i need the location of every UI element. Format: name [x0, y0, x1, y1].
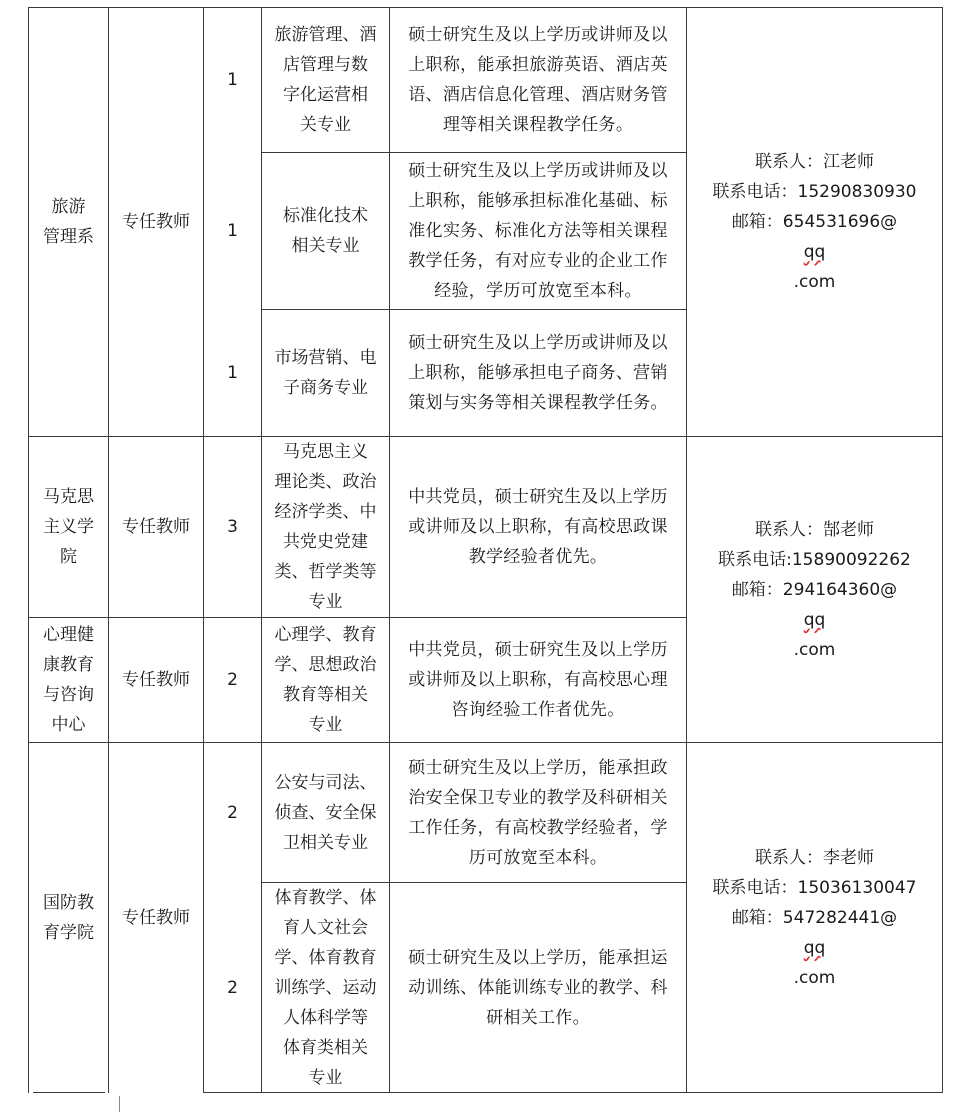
major-cell: 马克思主义 理论类、政治 经济学类、中 共党史党建 类、哲学类等 专业 — [274, 442, 377, 612]
requirement-cell: 硕士研究生及以上学历或讲师及以 上职称，能够承担电子商务、营销 策划与实务等相关课程教学任务。 — [408, 333, 668, 413]
contact-phone: 联系电话：15036130047 — [712, 877, 917, 898]
major-cell: 体育教学、体 育人文社会 学、体育教育 训练学、运动 人体科学等 体育类相关 专业 — [274, 887, 377, 1088]
department-name: 国防教 育学院 — [43, 892, 94, 943]
headcount-cell: 2 — [227, 802, 238, 823]
requirement-cell: 硕士研究生及以上学历或讲师及以 上职称，能承担旅游英语、酒店英 语、酒店信息化管理、酒店财务管 理等相关课程教学任务。 — [408, 25, 668, 135]
major-cell: 市场营销、电 子商务专业 — [274, 348, 377, 398]
position-cell: 专任教师 — [122, 670, 190, 690]
contact-cell — [687, 437, 942, 742]
position-cell: 专任教师 — [122, 907, 190, 928]
headcount-cell: 3 — [227, 517, 238, 537]
contact-cell — [687, 8, 942, 436]
requirement-cell: 硕士研究生及以上学历，能承担政 治安全保卫专业的教学及科研相关 工作任务，有高校教学经验者，学 历可放宽至本科。 — [408, 757, 668, 868]
contact-email: 邮箱：294164360@ qq .com — [731, 579, 898, 660]
requirement-cell: 中共党员，硕士研究生及以上学历 或讲师及以上职称，有高校思政课 教学经验者优先。 — [408, 487, 668, 567]
headcount-cell: 2 — [227, 670, 238, 690]
contact-phone: 联系电话：15290830930 — [712, 182, 917, 202]
contact-person: 联系人：郜老师 — [754, 519, 874, 540]
major-cell: 标准化技术 相关专业 — [283, 206, 368, 256]
major-cell: 心理学、教育 学、思想政治 教育等相关 专业 — [274, 625, 377, 735]
department-name: 心理健 康教育 与咨询 中心 — [43, 625, 94, 735]
requirement-cell: 硕士研究生及以上学历或讲师及以 上职称，能够承担标准化基础、标 准化实务、标准化方法等相关课程 教学任务，有对应专业的企业工作 经验，学历可放宽至本科。 — [408, 161, 668, 301]
contact-person: 联系人：江老师 — [754, 152, 874, 172]
contact-email: 邮箱：547282441@ qq .com — [731, 907, 898, 988]
contact-phone: 联系电话:15890092262 — [718, 549, 911, 570]
requirement-cell: 硕士研究生及以上学历，能承担运 动训练、体能训练专业的教学、科 研相关工作。 — [408, 947, 668, 1028]
position-cell: 专任教师 — [122, 517, 190, 537]
contact-email: 邮箱：654531696@ qq .com — [731, 212, 898, 292]
contact-cell — [687, 743, 942, 1092]
contact-person: 联系人：李老师 — [754, 847, 874, 868]
major-cell: 旅游管理、酒 店管理与数 字化运营相 关专业 — [274, 25, 377, 135]
department-name: 旅游 管理系 — [43, 197, 94, 247]
position-cell: 专任教师 — [122, 212, 190, 232]
department-name: 马克思 主义学 院 — [43, 487, 94, 567]
headcount-cell: 1 — [227, 221, 238, 241]
major-cell: 公安与司法、 侦查、安全保 卫相关专业 — [274, 772, 377, 853]
requirement-cell: 中共党员，硕士研究生及以上学历 或讲师及以上职称，有高校思心理 咨询经验工作者优先。 — [408, 640, 668, 720]
headcount-cell: 1 — [227, 70, 238, 90]
headcount-cell: 2 — [227, 977, 238, 998]
headcount-cell: 1 — [227, 363, 238, 383]
